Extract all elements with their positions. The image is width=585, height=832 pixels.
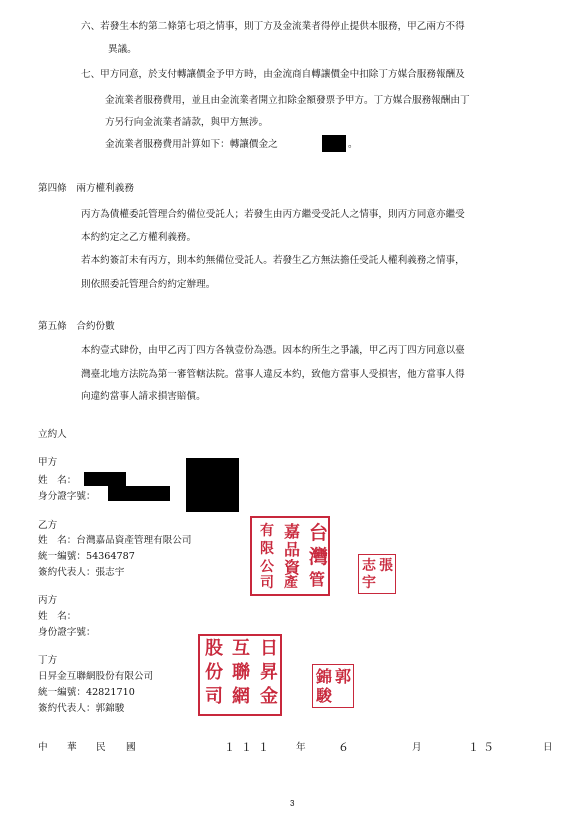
article-5-line: 本約壹式肆份，由甲乙丙丁四方各執壹份為憑。因本約所生之爭議，甲乙丙丁四方同意以臺: [81, 345, 465, 356]
clause-7-end: 。: [348, 139, 358, 150]
article-4-line: 丙方為債權委託管理合約備位受託人；若發生由丙方繼受受託人之情事，則丙方同意亦繼受: [81, 209, 465, 220]
representative-seal-party-d: 郭 錦 駿: [312, 664, 354, 708]
article-4-line: 若本約簽訂未有丙方，則本約無備位受託人。若發生乙方無法擔任受託人權利義務之情事，: [81, 255, 465, 266]
article-4-line: 則依照委託管理合約約定辦理。: [81, 279, 216, 290]
clause-7-line-4: 金流業者服務費用計算如下：轉讓價金之: [105, 139, 278, 150]
article-5-heading: 第五條 合約份數: [38, 321, 115, 332]
redacted-party-a-seal: [186, 458, 239, 512]
page-number: 3: [290, 799, 295, 808]
party-b-title: 乙方: [38, 520, 58, 531]
party-a-title: 甲方: [38, 457, 58, 468]
party-c-name-label: 姓 名：: [38, 611, 77, 622]
party-c-title: 丙方: [38, 595, 58, 606]
party-c-id-label: 身份證字號：: [38, 627, 96, 638]
article-4-line: 本約約定之乙方權利義務。: [81, 232, 197, 243]
article-5-line: 向違約當事人請求損害賠償。: [81, 391, 206, 402]
date-year: １１１: [224, 741, 275, 754]
party-d-representative: 簽約代表人：郭錦駿: [38, 703, 125, 714]
party-b-name: 姓 名：台灣嘉品資產管理有限公司: [38, 535, 192, 546]
clause-7-line-3: 方另行向金流業者請款，與甲方無涉。: [105, 117, 269, 128]
clause-7-line-1: 七、甲方同意，於支付轉讓價金予甲方時，由金流商自轉讓價金中扣除丁方媒合服務報酬及: [81, 69, 465, 80]
party-a-name-label: 姓 名：: [38, 475, 77, 486]
redacted-fee-rate: [322, 135, 346, 152]
redacted-party-a-id: [108, 486, 170, 501]
date-month: ６: [338, 741, 349, 754]
clause-6-line-1: 六、若發生本約第二條第七項之情事，則丁方及金流業者得停止提供本服務，甲乙兩方不得: [81, 21, 465, 32]
party-b-tax-id: 統一編號：54364787: [38, 551, 135, 562]
party-d-name: 日昇金互聯網股份有限公司: [38, 671, 154, 682]
representative-seal-party-b: 張 志 宇: [358, 554, 396, 594]
party-d-tax-id: 統一編號：42821710: [38, 687, 135, 698]
signatories-heading: 立約人: [38, 429, 67, 440]
clause-7-line-2: 金流業者服務費用，並且由金流業者開立扣除金額發票予甲方。丁方媒合服務報酬由丁: [105, 95, 470, 106]
redacted-party-a-name: [84, 472, 126, 486]
party-a-id-label: 身分證字號：: [38, 491, 96, 502]
company-seal-party-d: 日 昇 金 互 聯 網 股 份 司: [198, 634, 282, 716]
company-seal-party-b: 台 灣 嘉 品 資 產 管 有 限 公 司: [250, 516, 330, 596]
clause-6-line-2: 異議。: [108, 44, 137, 55]
party-b-representative: 簽約代表人：張志宇: [38, 567, 125, 578]
party-d-title: 丁方: [38, 655, 58, 666]
date-day: １５: [468, 741, 498, 754]
article-5-line: 灣臺北地方法院為第一審管轄法院。當事人違反本約，致他方當事人受損害，他方當事人得: [81, 369, 465, 380]
article-4-heading: 第四條 兩方權利義務: [38, 183, 134, 194]
